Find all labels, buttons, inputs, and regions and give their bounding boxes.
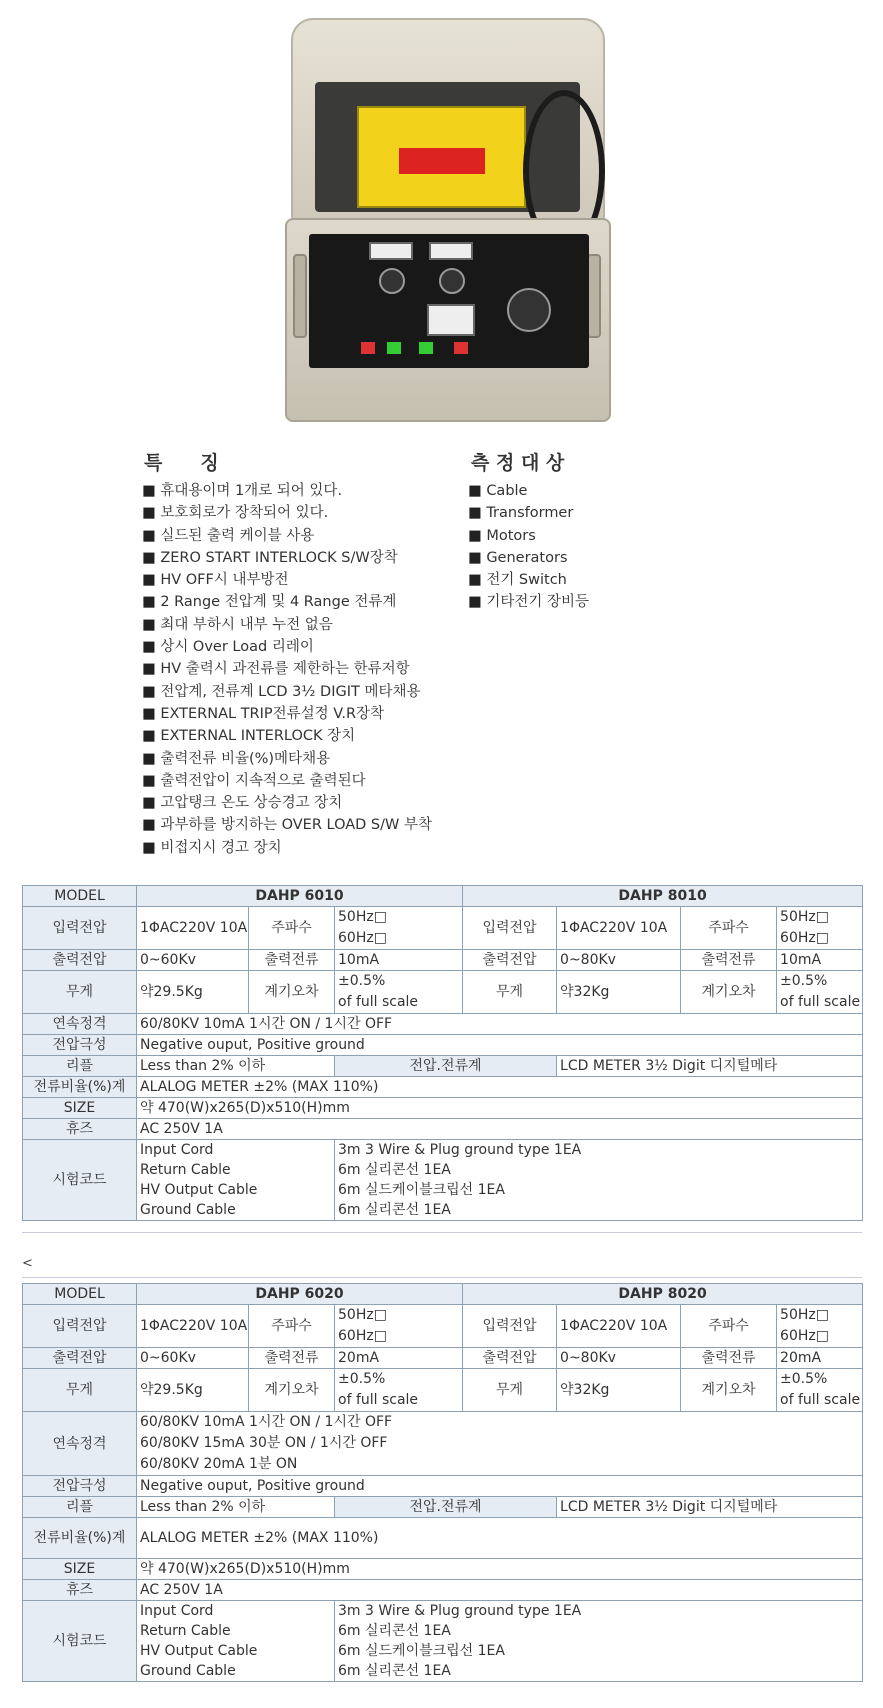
output-voltage-b: 0~80Kv bbox=[557, 950, 681, 971]
feature-item: ■ 보호회로가 장착되어 있다. bbox=[142, 502, 432, 524]
features-list bbox=[142, 480, 432, 859]
weight-a: 약29.5Kg bbox=[137, 1369, 249, 1412]
feature-item: ■ 고압탱크 온도 상승경고 장치 bbox=[142, 792, 432, 814]
green-button bbox=[387, 342, 401, 354]
hv-off-button bbox=[454, 342, 468, 354]
target-item: ■ Transformer bbox=[468, 502, 589, 524]
input-voltage-label: 입력전압 bbox=[23, 907, 137, 950]
input-voltage-a: 1ΦAC220V 10A bbox=[137, 907, 249, 950]
voltage-range-knob bbox=[379, 268, 405, 294]
hv-on-button bbox=[419, 342, 433, 354]
ripple-value: Less than 2% 이하 bbox=[137, 1497, 335, 1518]
code-value: 6m 실리콘선 1EA bbox=[335, 1661, 863, 1682]
left-handle bbox=[293, 254, 307, 338]
output-voltage-label-b: 출력전압 bbox=[463, 950, 557, 971]
output-current-b: 20mA bbox=[777, 1348, 863, 1369]
targets-list bbox=[468, 480, 589, 614]
rating-value: 60/80KV 10mA 1시간 ON / 1시간 OFF bbox=[137, 1014, 863, 1035]
output-voltage-label: 출력전압 bbox=[23, 1348, 137, 1369]
feature-item: ■ 출력전류 비율(%)메타채용 bbox=[142, 748, 432, 770]
input-voltage-b: 1ΦAC220V 10A bbox=[557, 1305, 681, 1348]
feature-item: ■ 2 Range 전압계 및 4 Range 전류계 bbox=[142, 591, 432, 613]
code-name: HV Output Cable bbox=[137, 1180, 335, 1200]
targets-heading: 측 정 대 상 bbox=[471, 452, 565, 474]
output-voltage-label: 출력전압 bbox=[23, 950, 137, 971]
frequency-a: 50Hz□ 60Hz□ bbox=[335, 1305, 463, 1348]
meter-error-a: ±0.5% of full scale bbox=[335, 1369, 463, 1412]
analog-meter bbox=[427, 304, 475, 336]
voltage-lcd bbox=[369, 242, 413, 260]
polarity-label: 전압극성 bbox=[23, 1476, 137, 1497]
target-item: ■ Cable bbox=[468, 480, 589, 502]
polarity-label: 전압극성 bbox=[23, 1035, 137, 1056]
feature-item: ■ EXTERNAL TRIP전류설정 V.R장착 bbox=[142, 703, 432, 725]
meter-error-label-a: 계기오차 bbox=[249, 971, 335, 1014]
target-item: ■ Generators bbox=[468, 547, 589, 569]
meter-error-b: ±0.5% of full scale bbox=[777, 971, 863, 1014]
rating-label: 연속정격 bbox=[23, 1412, 137, 1476]
current-lcd bbox=[429, 242, 473, 260]
code-name: Return Cable bbox=[137, 1621, 335, 1641]
code-value: 3m 3 Wire & Plug ground type 1EA bbox=[335, 1140, 863, 1161]
code-value: 6m 실리콘선 1EA bbox=[335, 1621, 863, 1641]
output-current-a: 20mA bbox=[335, 1348, 463, 1369]
code-value: 6m 실드케이블크립선 1EA bbox=[335, 1641, 863, 1661]
weight-label-b: 무게 bbox=[463, 971, 557, 1014]
danger-label-plate bbox=[357, 106, 526, 208]
rating-value: 60/80KV 10mA 1시간 ON / 1시간 OFF 60/80KV 15mA 30분 ON / 1시간 OFF 60/80KV 20mA 1분 ON bbox=[137, 1412, 863, 1476]
separator-text: < bbox=[22, 1256, 33, 1271]
weight-b: 약32Kg bbox=[557, 1369, 681, 1412]
feature-item: ■ HV OFF시 내부방전 bbox=[142, 569, 432, 591]
feature-item: ■ 출력전압이 지속적으로 출력된다 bbox=[142, 770, 432, 792]
frequency-a: 50Hz□ 60Hz□ bbox=[335, 907, 463, 950]
meter-type-value: LCD METER 3½ Digit 디지털메타 bbox=[557, 1056, 863, 1077]
input-voltage-label-b: 입력전압 bbox=[463, 907, 557, 950]
ratio-value: ALALOG METER ±2% (MAX 110%) bbox=[137, 1077, 863, 1098]
meter-error-a: ±0.5% of full scale bbox=[335, 971, 463, 1014]
input-voltage-a: 1ΦAC220V 10A bbox=[137, 1305, 249, 1348]
code-name: Ground Cable bbox=[137, 1200, 335, 1221]
ripple-label: 리플 bbox=[23, 1056, 137, 1077]
frequency-label-b: 주파수 bbox=[681, 907, 777, 950]
ripple-value: Less than 2% 이하 bbox=[137, 1056, 335, 1077]
code-name: Ground Cable bbox=[137, 1661, 335, 1682]
meter-type-value: LCD METER 3½ Digit 디지털메타 bbox=[557, 1497, 863, 1518]
size-value: 약 470(W)x265(D)x510(H)mm bbox=[137, 1559, 863, 1580]
frequency-b: 50Hz□ 60Hz□ bbox=[777, 907, 863, 950]
output-voltage-b: 0~80Kv bbox=[557, 1348, 681, 1369]
size-label: SIZE bbox=[23, 1559, 137, 1580]
meter-type-label: 전압.전류계 bbox=[335, 1497, 557, 1518]
fuse-value: AC 250V 1A bbox=[137, 1119, 863, 1140]
code-name: Input Cord bbox=[137, 1140, 335, 1161]
model-a: DAHP 6010 bbox=[137, 886, 463, 907]
features-heading: 특 징 bbox=[144, 452, 219, 474]
feature-item: ■ 전압계, 전류계 LCD 3½ DIGIT 메타채용 bbox=[142, 681, 432, 703]
product-photo bbox=[285, 18, 615, 418]
meter-error-b: ±0.5% of full scale bbox=[777, 1369, 863, 1412]
voltage-control-knob bbox=[507, 288, 551, 332]
spec-table-2 bbox=[22, 1283, 863, 1682]
code-value: 6m 실리콘선 1EA bbox=[335, 1200, 863, 1221]
main-power-button bbox=[361, 342, 375, 354]
weight-b: 약32Kg bbox=[557, 971, 681, 1014]
meter-error-label-b: 계기오차 bbox=[681, 1369, 777, 1412]
frequency-b: 50Hz□ 60Hz□ bbox=[777, 1305, 863, 1348]
target-item: ■ 기타전기 장비등 bbox=[468, 591, 589, 613]
model-b: DAHP 8010 bbox=[463, 886, 863, 907]
fuse-value: AC 250V 1A bbox=[137, 1580, 863, 1601]
weight-label: 무게 bbox=[23, 1369, 137, 1412]
code-value: 3m 3 Wire & Plug ground type 1EA bbox=[335, 1601, 863, 1622]
input-voltage-label: 입력전압 bbox=[23, 1305, 137, 1348]
meter-type-label: 전압.전류계 bbox=[335, 1056, 557, 1077]
weight-a: 약29.5Kg bbox=[137, 971, 249, 1014]
tester-lid bbox=[291, 18, 605, 222]
output-current-label-a: 출력전류 bbox=[249, 1348, 335, 1369]
feature-item: ■ 휴대용이며 1개로 되어 있다. bbox=[142, 480, 432, 502]
control-panel bbox=[309, 234, 589, 368]
output-current-label-a: 출력전류 bbox=[249, 950, 335, 971]
code-name: Input Cord bbox=[137, 1601, 335, 1622]
size-value: 약 470(W)x265(D)x510(H)mm bbox=[137, 1098, 863, 1119]
feature-item: ■ EXTERNAL INTERLOCK 장치 bbox=[142, 725, 432, 747]
model-b: DAHP 8020 bbox=[463, 1284, 863, 1305]
fuse-label: 휴즈 bbox=[23, 1580, 137, 1601]
output-current-label-b: 출력전류 bbox=[681, 950, 777, 971]
meter-error-label-a: 계기오차 bbox=[249, 1369, 335, 1412]
target-item: ■ 전기 Switch bbox=[468, 569, 589, 591]
ratio-label: 전류비율(%)계 bbox=[23, 1518, 137, 1559]
output-current-b: 10mA bbox=[777, 950, 863, 971]
right-handle bbox=[587, 254, 601, 338]
code-name: HV Output Cable bbox=[137, 1641, 335, 1661]
current-range-knob bbox=[439, 268, 465, 294]
code-value: 6m 실드케이블크립선 1EA bbox=[335, 1180, 863, 1200]
spec-table-1 bbox=[22, 885, 863, 1221]
meter-error-label-b: 계기오차 bbox=[681, 971, 777, 1014]
feature-item: ■ 상시 Over Load 리레이 bbox=[142, 636, 432, 658]
input-voltage-label-b: 입력전압 bbox=[463, 1305, 557, 1348]
rating-label: 연속정격 bbox=[23, 1014, 137, 1035]
ripple-label: 리플 bbox=[23, 1497, 137, 1518]
tester-body bbox=[285, 218, 611, 422]
feature-item: ■ 실드된 출력 케이블 사용 bbox=[142, 525, 432, 547]
output-voltage-a: 0~60Kv bbox=[137, 1348, 249, 1369]
feature-item: ■ HV 출력시 과전류를 제한하는 한류저항 bbox=[142, 658, 432, 680]
feature-item: ■ 과부하를 방지하는 OVER LOAD S/W 부착 bbox=[142, 814, 432, 836]
size-label: SIZE bbox=[23, 1098, 137, 1119]
feature-item: ■ 비접지시 경고 장치 bbox=[142, 837, 432, 859]
output-current-label-b: 출력전류 bbox=[681, 1348, 777, 1369]
input-voltage-b: 1ΦAC220V 10A bbox=[557, 907, 681, 950]
code-value: 6m 실리콘선 1EA bbox=[335, 1160, 863, 1180]
frequency-label-b: 주파수 bbox=[681, 1305, 777, 1348]
ratio-label: 전류비율(%)계 bbox=[23, 1077, 137, 1098]
test-code-label: 시험코드 bbox=[23, 1140, 137, 1221]
output-voltage-label-b: 출력전압 bbox=[463, 1348, 557, 1369]
feature-item: ■ 최대 부하시 내부 누전 없음 bbox=[142, 614, 432, 636]
weight-label-b: 무게 bbox=[463, 1369, 557, 1412]
frequency-label-a: 주파수 bbox=[249, 907, 335, 950]
test-code-label: 시험코드 bbox=[23, 1601, 137, 1682]
polarity-value: Negative ouput, Positive ground bbox=[137, 1476, 863, 1497]
table-separator bbox=[22, 1232, 862, 1278]
ratio-value: ALALOG METER ±2% (MAX 110%) bbox=[137, 1518, 863, 1559]
model-a: DAHP 6020 bbox=[137, 1284, 463, 1305]
model-label: MODEL bbox=[23, 886, 137, 907]
weight-label: 무게 bbox=[23, 971, 137, 1014]
model-label: MODEL bbox=[23, 1284, 137, 1305]
output-current-a: 10mA bbox=[335, 950, 463, 971]
feature-item: ■ ZERO START INTERLOCK S/W장착 bbox=[142, 547, 432, 569]
code-name: Return Cable bbox=[137, 1160, 335, 1180]
output-voltage-a: 0~60Kv bbox=[137, 950, 249, 971]
polarity-value: Negative ouput, Positive ground bbox=[137, 1035, 863, 1056]
frequency-label-a: 주파수 bbox=[249, 1305, 335, 1348]
target-item: ■ Motors bbox=[468, 525, 589, 547]
fuse-label: 휴즈 bbox=[23, 1119, 137, 1140]
